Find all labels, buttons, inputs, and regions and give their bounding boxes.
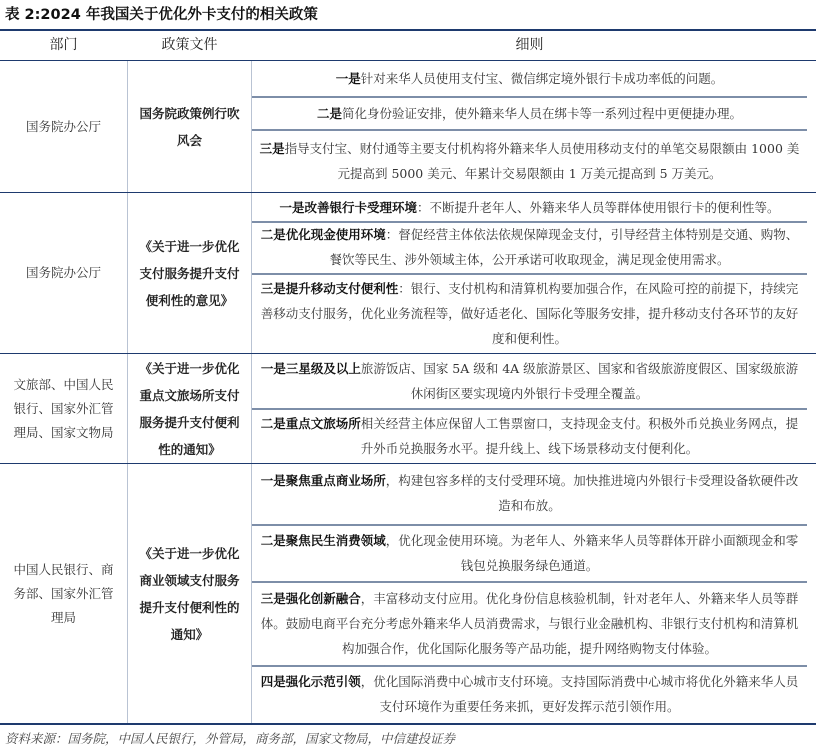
row-1-detail-3: 三是指导支付宝、财付通等主要支付机构将外籍来华人员使用移动支付的单笔交易限额由 1000 美元提高到 5000 美元、年累计交易限额由 1 万美元提高到 5 万美元。 (259, 141, 800, 181)
row-1-detail-1: 一是针对来华人员使用支付宝、微信绑定境外银行卡成功率低的问题。 (335, 71, 724, 86)
row-3-dept: 文旅部、中国人民银行、国家外汇管理局、国家文物局 (13, 376, 114, 440)
table-title: 表 2:2024 年我国关于优化外卡支付的相关政策 (5, 7, 318, 23)
row-1-policy: 国务院政策例行吹风会 (139, 105, 240, 148)
bottom-rule (0, 723, 816, 725)
row-4-dept: 中国人民银行、商务部、国家外汇管理局 (13, 561, 114, 625)
row-4-detail-1: 一是聚焦重点商业场所，构建包容多样的支付受理环境。加快推进境内外银行卡受理设备软硬件改造和布放。 (260, 473, 799, 513)
row-1-detail-2: 二是简化身份验证安排，使外籍来华人员在绑卡等一系列过程中更便捷办理。 (316, 105, 743, 121)
source-note: 资料来源：国务院，中国人民银行，外管局，商务部，国家文物局，中信建投证券 (5, 731, 456, 746)
row-2-detail-3: 三是提升移动支付便利性：银行、支付机构和清算机构要加强合作，在风险可控的前提下，持续完善移动支付服务，优化业务流程等，做好适老化、国际化等服务安排，提升移动支付各环节的友好度和便利性。 (260, 281, 799, 346)
row-4-policy: 《关于进一步优化商业领域支付服务提升支付便利性的通知》 (139, 545, 240, 642)
row-2-dept: 国务院办公厅 (25, 265, 101, 280)
header-dept: 部门 (49, 37, 78, 53)
header-policy: 政策文件 (161, 37, 218, 53)
row-2-detail-2: 二是优化现金使用环境：督促经营主体依法依规保障现金支付，引导经营主体特别是交通、购物、餐饮等民生、涉外领域主体，公开承诺可收取现金，满足现金使用需求。 (260, 227, 799, 267)
header-details: 细则 (515, 37, 544, 53)
row-3-policy: 《关于进一步优化重点文旅场所支付服务提升支付便利性的通知》 (139, 360, 240, 457)
row-4-detail-2: 二是聚焦民生消费领域，优化现金使用环境。为老年人、外籍来华人员等群体开辟小面额现金和零钱包兑换服务绿色通道。 (260, 532, 799, 573)
row-1-dept: 国务院办公厅 (25, 118, 101, 134)
row-2-detail-1: 一是改善银行卡受理环境：不断提升老年人、外籍来华人员等群体使用银行卡的便利性等。 (279, 199, 780, 215)
row-4-detail-4: 四是强化示范引领，优化国际消费中心城市支付环境。支持国际消费中心城市将优化外籍来华人员支付环境作为重要任务来抓，更好发挥示范引领作用。 (260, 674, 799, 714)
row-3-detail-1: 一是三星级及以上旅游饭店、国家 5A 级和 4A 级旅游景区、国家和省级旅游度假区、国家级旅游休闲街区要实现境内外银行卡受理全覆盖。 (260, 361, 799, 401)
row-2-policy: 《关于进一步优化支付服务提升支付便利性的意见》 (139, 238, 240, 308)
row-4-detail-3: 三是强化创新融合，丰富移动支付应用。优化身份信息核验机制，针对老年人、外籍来华人员等群体。鼓励电商平台充分考虑外籍来华人员消费需求，与银行业金融机构、非银行支付机构和清算机构加强合作，优化国际化服务等产品功能，提升网络购物支付体验。 (260, 591, 799, 656)
row-3-detail-2: 二是重点文旅场所相关经营主体应保留人工售票窗口，支持现金支付。积极外币兑换业务网点，提升外币兑换服务水平。提升线上、线下场景移动支付便利化。 (260, 416, 799, 456)
